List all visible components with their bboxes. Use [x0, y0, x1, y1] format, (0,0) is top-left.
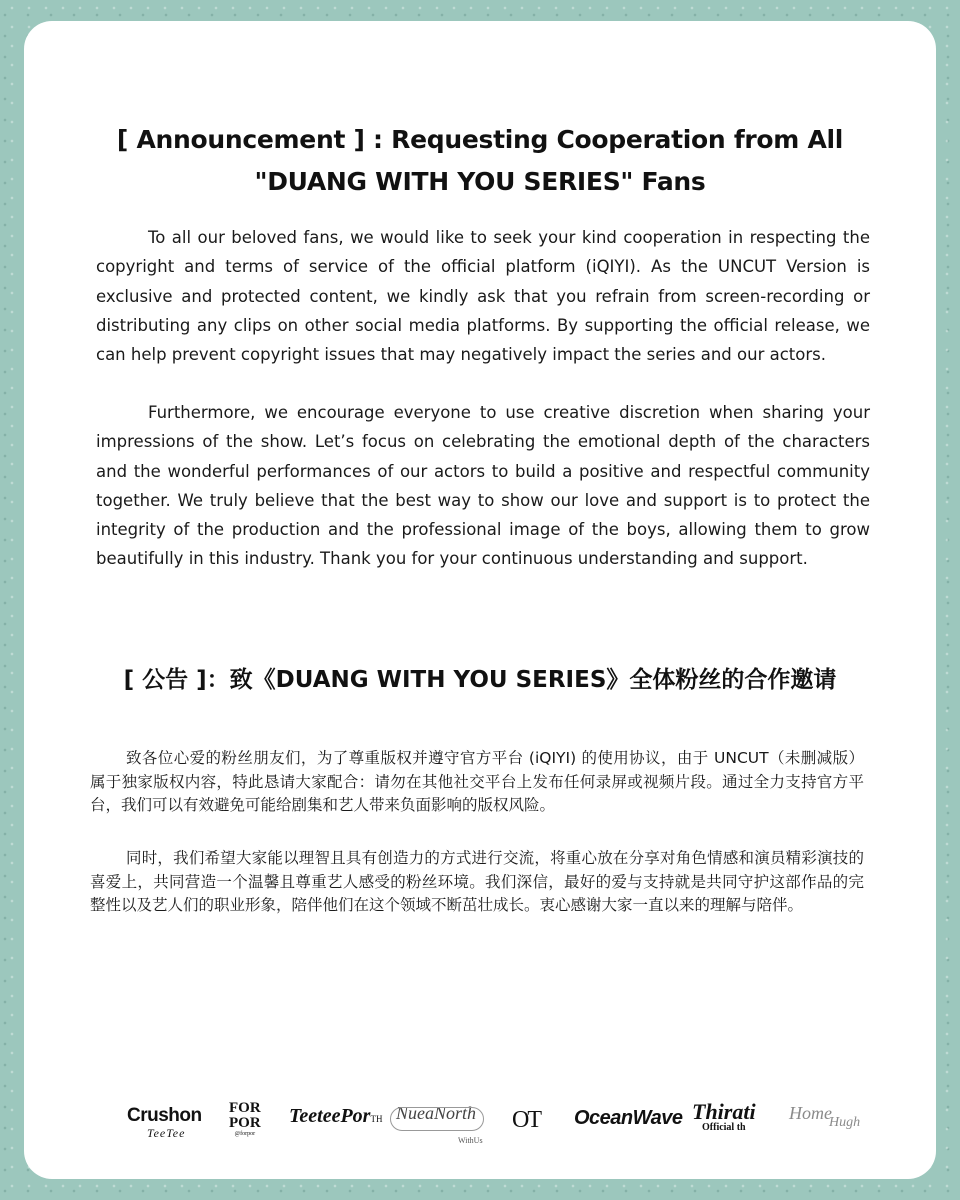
teeteepor-logo: TeeteePorTH — [289, 1105, 383, 1127]
home-hugh-logo: Home Hugh — [789, 1103, 861, 1130]
thirati-logo: Thirati Official th — [692, 1099, 756, 1133]
forpor-logo: FOR POR @forpor — [229, 1100, 261, 1137]
ot-logo: OT — [512, 1107, 540, 1133]
chinese-announcement-title: [ 公告 ]：致《DUANG WITH YOU SERIES》全体粉丝的合作邀请 — [123, 667, 837, 693]
announcement-title-line1: [ Announcement ] : Requesting Cooperation from All — [116, 125, 844, 154]
announcement-title-line2: "DUANG WITH YOU SERIES" Fans — [254, 167, 706, 196]
chinese-paragraph-2: 同时，我们希望大家能以理智且具有创造力的方式进行交流，将重心放在分享对角色情感和演员精彩演技的喜爱上，共同营造一个温馨且尊重艺人感受的粉丝环境。我们深信，最好的爱与支持就是共同守护这部作品的完整性以及艺人们的职业形象，陪伴他们在这个领域不断茁壮成长。衷心感谢大家一直以来的理解与陪伴。 — [90, 849, 864, 914]
nueanorth-logo: NueaNorth WithUs — [396, 1103, 476, 1124]
announcement-card — [24, 21, 936, 1179]
chinese-paragraph-1: 致各位心爱的粉丝朋友们，为了尊重版权并遵守官方平台 (iQIYI) 的使用协议，由于 UNCUT（未删减版） 属于独家版权内容，特此恳请大家配合：请勿在其他社交平台上发布任何录屏或视频片段。通过全力支持官方平台，我们可以有效避免可能给剧集和艺人带来负面影响的版权风险。 — [90, 749, 864, 814]
crushon-teetee-logo: Crushon TeeTee — [127, 1105, 202, 1140]
oceanwave-logo: OceanWave — [574, 1107, 683, 1129]
announcement-paragraph-2: Furthermore, we encourage everyone to use creative discretion when sharing your impressions of the show. Let’s focus on celebrating the emotional depth of the characters and the wonderful performances of our actors to build a positive and respectful community together. We truly believe that the best way to show our love and support is to protect the integrity of the production and the professional image of the boys, allowing them to grow beautifully in this industry. Thank you for your continuous understanding and support. — [96, 403, 870, 569]
announcement-paragraph-1: To all our beloved fans, we would like to seek your kind cooperation in respecting the copyright and terms of service of the official platform (iQIYI). As the UNCUT Version is exclusive and protected content, we kindly ask that you refrain from screen-recording or distributing any clips on other social media platforms. By supporting the official release, we can help prevent copyright issues that may negatively impact the series and our actors. — [96, 228, 870, 365]
fanclub-logos-row — [124, 1091, 884, 1151]
